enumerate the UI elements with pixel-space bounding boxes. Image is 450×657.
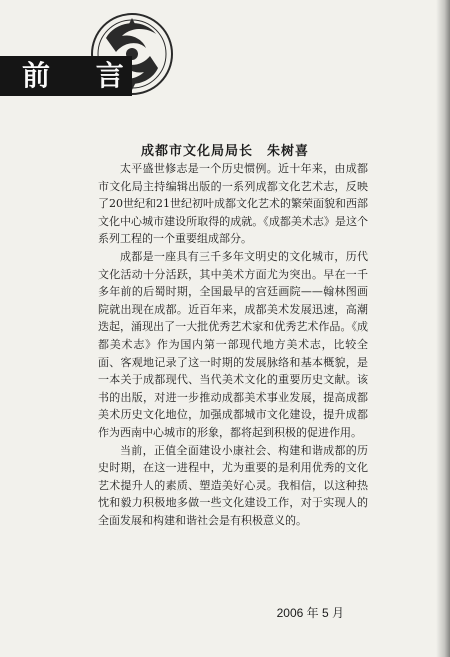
signature-date: 2006 年 5 月	[276, 606, 344, 620]
paragraph: 太平盛世修志是一个历史惯例。近十年来，由成都市文化局主持编辑出版的一系列成都文化艺术志，反映了20世纪和21世纪初叶成都文化艺术的繁荣面貌和西部文化中心城市建设所取得的成就。《成都美术志》是这个系列工程的一个重要组成部分。	[98, 162, 368, 246]
paragraph: 成都是一座具有三千多年文明史的文化城市，历代文化活动十分活跃，其中美术方面尤为突出。早在一千多年前的后蜀时期，全国最早的宫廷画院——翰林图画院就出现在成都。近百年来，成都美术发展迅速，高潮迭起，涌现出了一大批优秀艺术家和优秀艺术作品。《成都美术志》作为国内第一部现代地方美术志，比较全面、客观地记录了这一时期的发展脉络和基本概貌，是一本关于成都现代、当代美术文化的重要历史文献。该书的出版，对进一步推动成都美术事业发展，提高成都美术历史文化地位，加强成都城市文化建设，提升成都作为西南中心城市的形象，都将起到积极的促进作用。	[98, 249, 368, 439]
author-line: 成都市文化局局长 朱树喜	[140, 144, 309, 159]
preface-body	[98, 160, 368, 529]
page-edge-shadow	[436, 0, 450, 657]
page-title: 前 言	[22, 59, 142, 92]
paragraph: 当前，正值全面建设小康社会、构建和谐成都的历史时期，在这一进程中，尤为重要的是利用优秀的文化艺术提升人的素质、塑造美好心灵。我相信，以这种热忱和毅力积极地多做一些文化建设工作，对于实现人的全面发展和构建和谐社会是有积极意义的。	[98, 443, 368, 527]
